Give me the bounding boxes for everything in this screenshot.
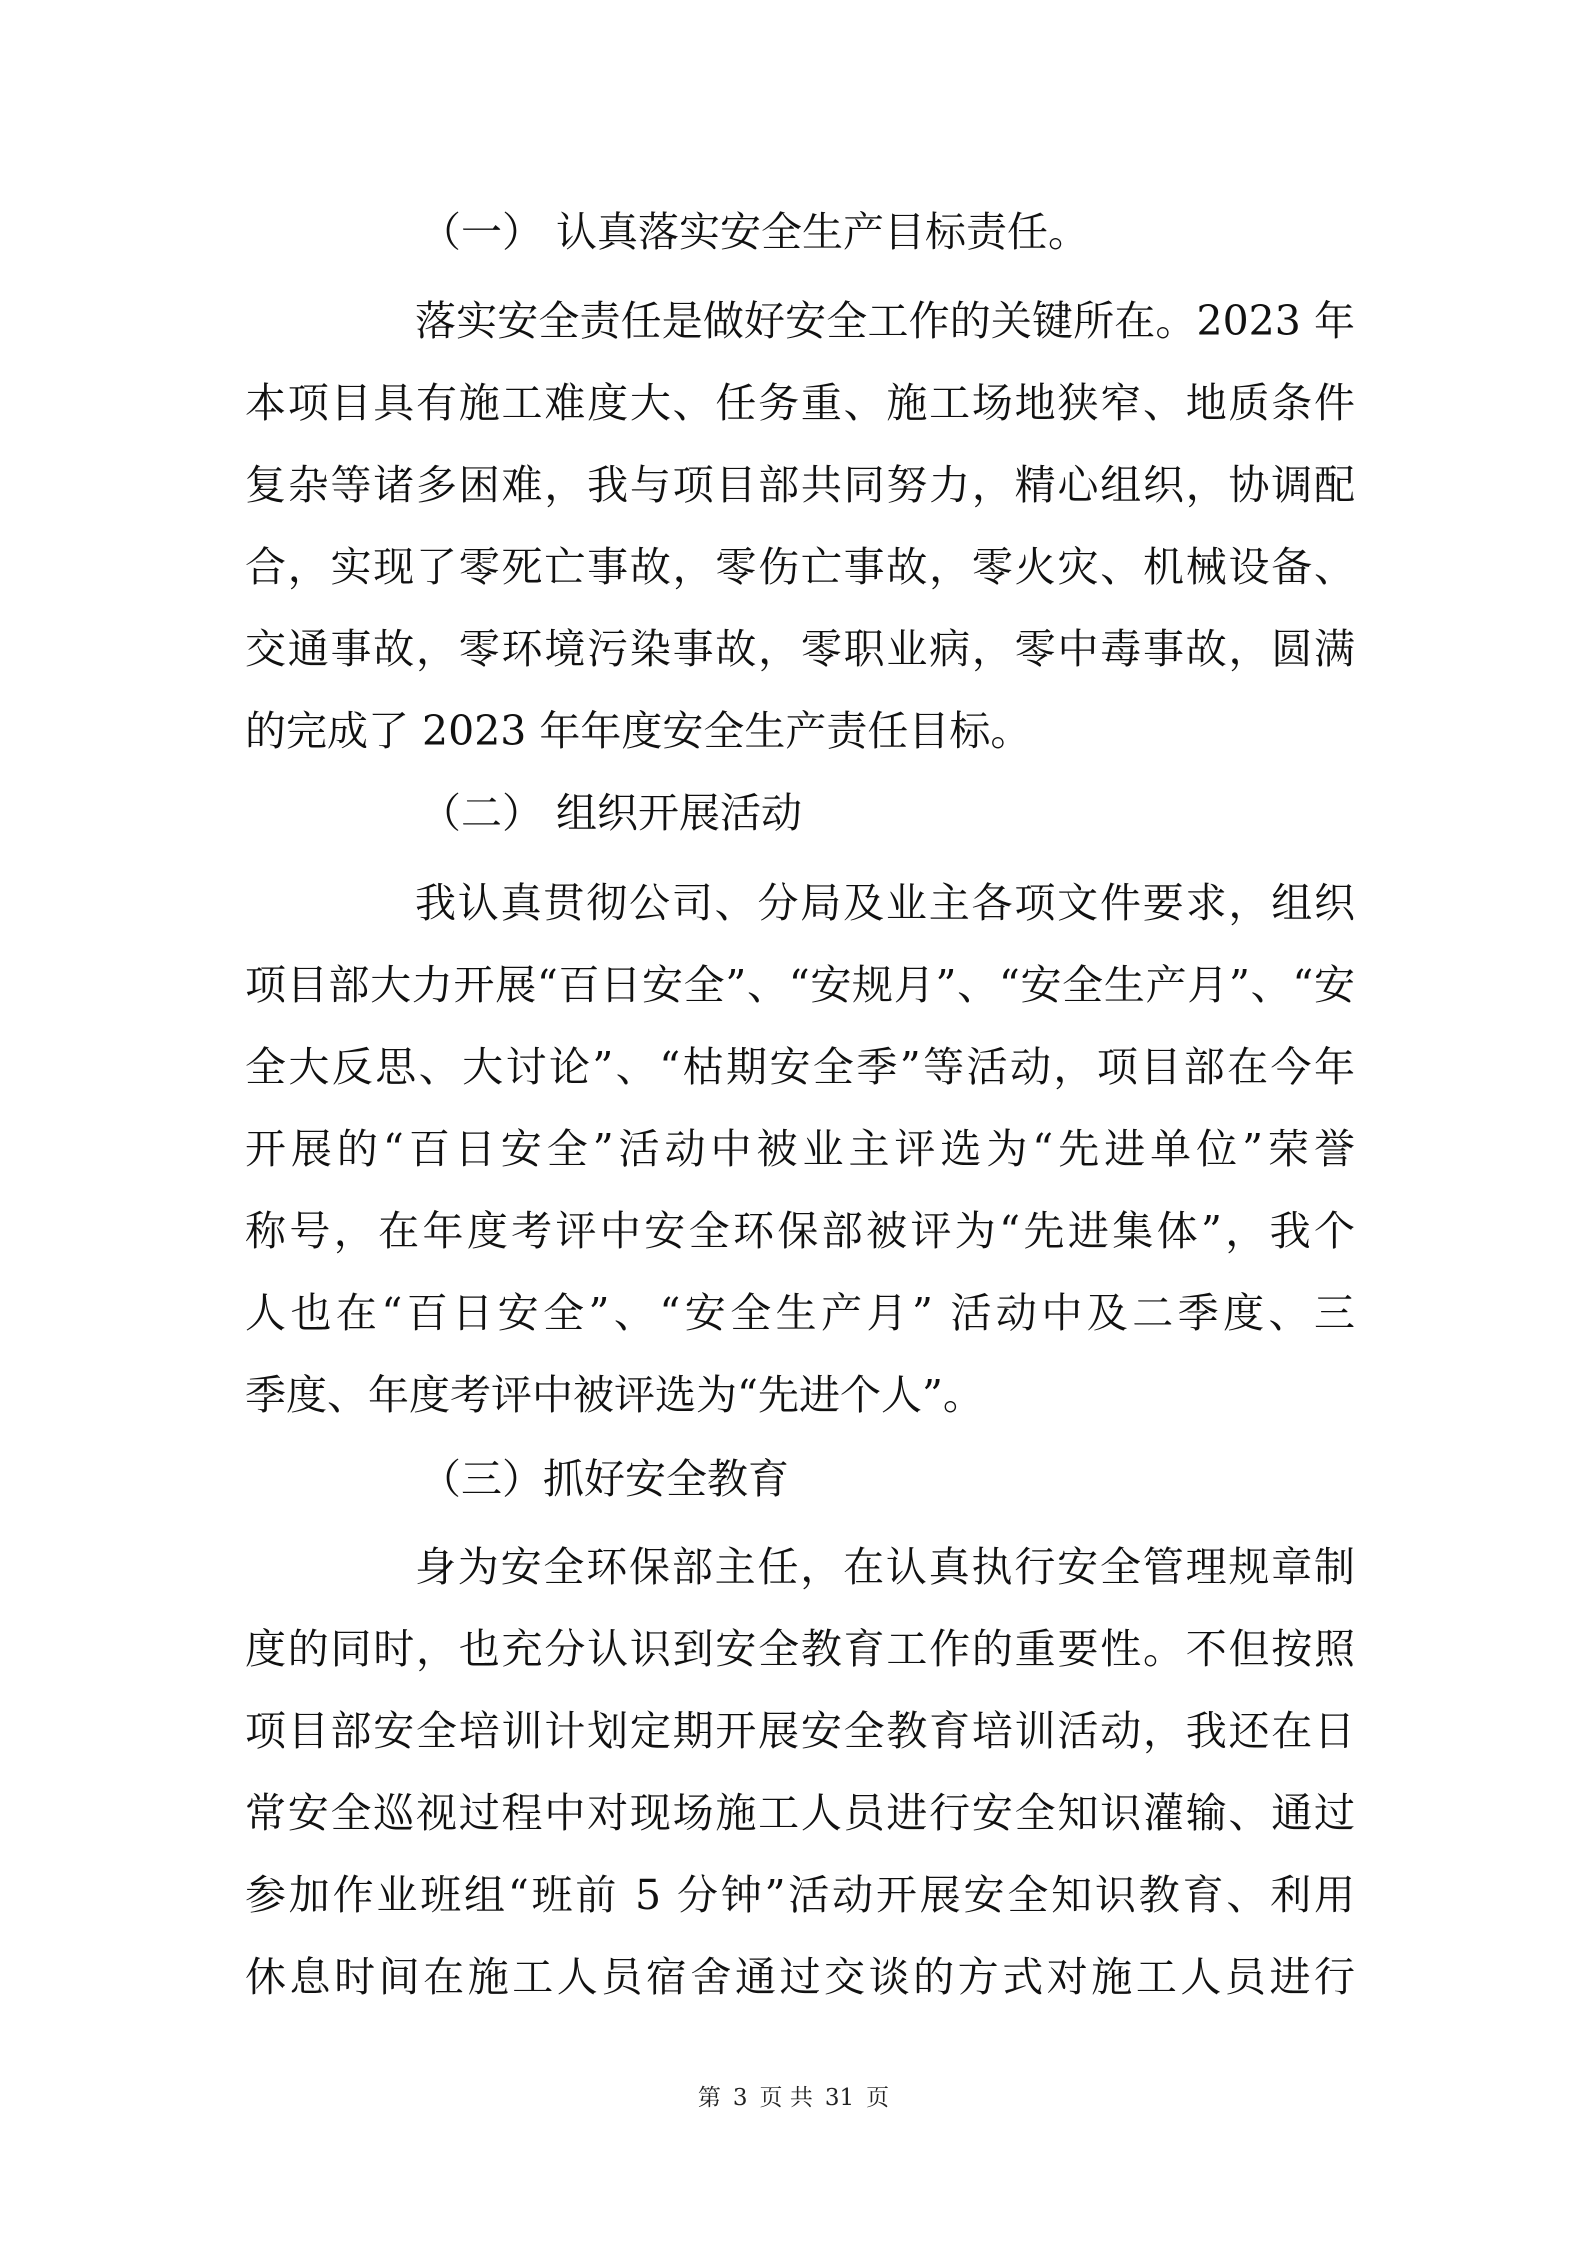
paragraph-line: 称号，在年度考评中安全环保部被评为“先进集体”，我个	[245, 1207, 1355, 1255]
paragraph-line: 身为安全环保部主任，在认真执行安全管理规章制	[415, 1543, 1355, 1591]
paragraph-line: 开展的“百日安全”活动中被业主评选为“先进单位”荣誉	[245, 1125, 1355, 1173]
paragraph-line: 的完成了 2023 年年度安全生产责任目标。	[245, 707, 1032, 755]
paragraph-line: 项目部安全培训计划定期开展安全教育培训活动，我还在日	[245, 1707, 1355, 1755]
section-heading-1: （一） 认真落实安全生产目标责任。	[420, 208, 1090, 256]
paragraph-line: 度的同时，也充分认识到安全教育工作的重要性。不但按照	[245, 1625, 1355, 1673]
footer-prefix: 第	[697, 2085, 721, 2111]
paragraph-line: 合，实现了零死亡事故，零伤亡事故，零火灾、机械设备、	[245, 543, 1355, 591]
paragraph-line: 交通事故，零环境污染事故，零职业病，零中毒事故，圆满	[245, 625, 1355, 673]
footer-suffix: 页	[866, 2085, 890, 2111]
section-heading-3: （三）抓好安全教育	[420, 1455, 789, 1503]
paragraph-line: 项目部大力开展“百日安全”、“安规月”、“安全生产月”、“安	[245, 961, 1355, 1009]
paragraph-line: 常安全巡视过程中对现场施工人员进行安全知识灌输、通过	[245, 1789, 1355, 1837]
footer-total-pages: 31	[824, 2085, 855, 2111]
footer-current-page: 3	[732, 2085, 748, 2111]
paragraph-line: 落实安全责任是做好安全工作的关键所在。2023 年	[415, 297, 1355, 345]
paragraph-line: 本项目具有施工难度大、任务重、施工场地狭窄、地质条件	[245, 379, 1355, 427]
paragraph-line: 休息时间在施工人员宿舍通过交谈的方式对施工人员进行	[245, 1953, 1355, 2001]
page-footer	[0, 2083, 1587, 2113]
section-heading-2: （二） 组织开展活动	[420, 789, 803, 837]
paragraph-line: 季度、年度考评中被评选为“先进个人”。	[245, 1371, 984, 1419]
paragraph-line: 复杂等诸多困难，我与项目部共同努力，精心组织，协调配	[245, 461, 1355, 509]
paragraph-line: 我认真贯彻公司、分局及业主各项文件要求，组织	[415, 879, 1355, 927]
paragraph-line: 全大反思、大讨论”、“枯期安全季”等活动，项目部在今年	[245, 1043, 1355, 1091]
footer-middle: 页 共	[759, 2085, 813, 2111]
paragraph-line: 人也在“百日安全”、“安全生产月” 活动中及二季度、三	[245, 1289, 1355, 1337]
paragraph-line: 参加作业班组“班前 5 分钟”活动开展安全知识教育、利用	[245, 1871, 1355, 1919]
